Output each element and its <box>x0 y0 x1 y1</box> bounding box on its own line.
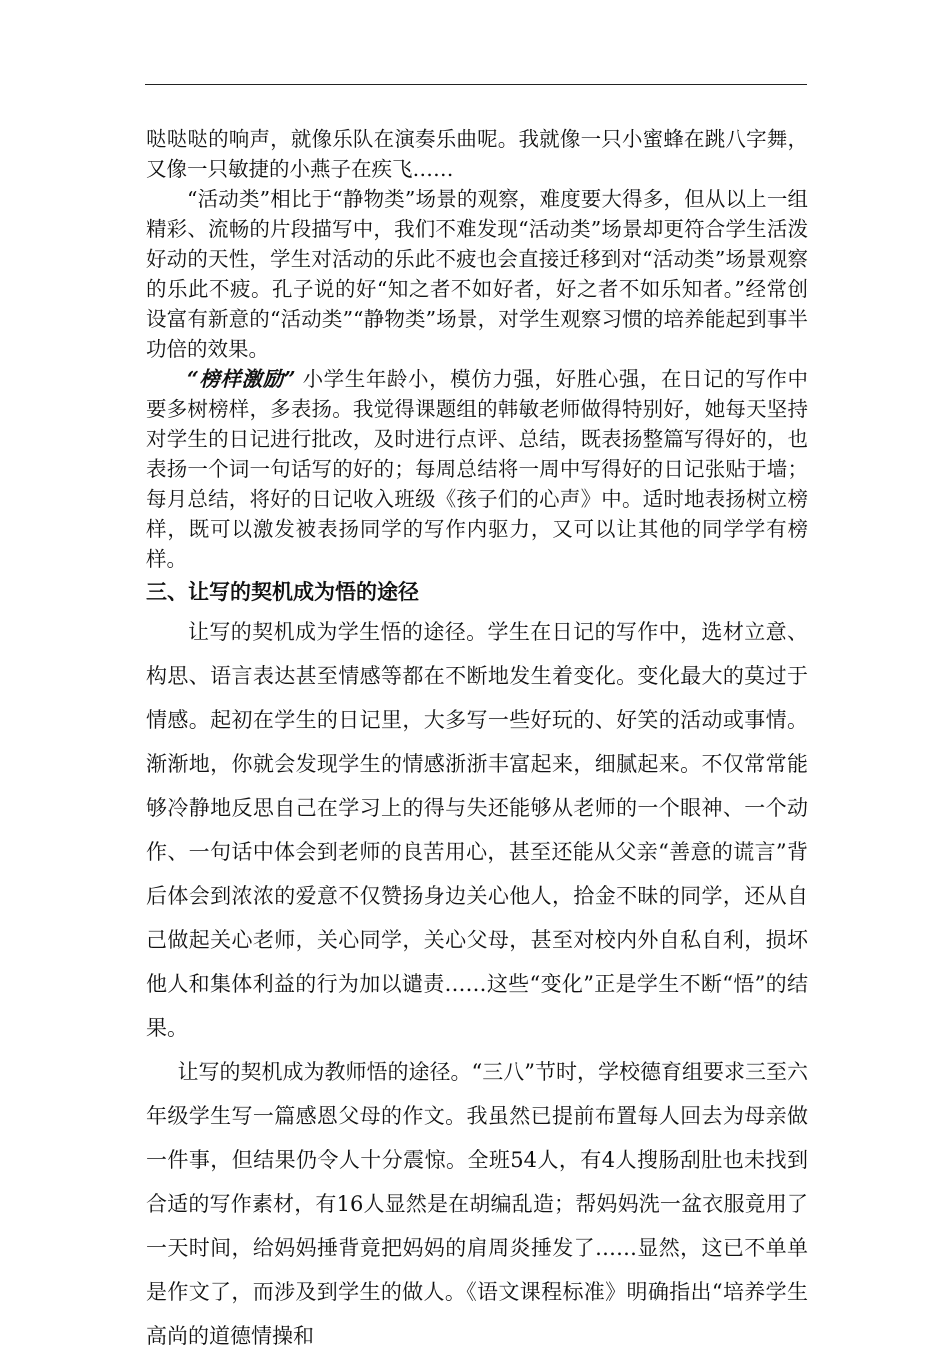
role-model-text: 小学生年龄小，模仿力强，好胜心强，在日记的写作中要多树榜样，多表扬。我觉得课题组的韩敏老师做得特别好，她每天坚持对学生的日记进行批改，及时进行点评、总结，既表扬整篇写得好的，也表扬一个词一句话写的好的；每周总结将一周中写得好的日记张贴于墙；每月总结，将好的日记收入班级《孩子们的心声》中。适时地表扬树立榜样，既可以激发被表扬同学的写作内驱力，又可以让其他的同学学有榜样。 <box>146 367 808 571</box>
header-rule <box>145 84 807 85</box>
dense-section <box>146 124 808 574</box>
role-model-lead: “榜样激励” <box>187 367 296 391</box>
paragraph-role-model <box>146 364 808 574</box>
paragraph-teacher-insight: 让写的契机成为教师悟的途径。“三八”节时，学校德育组要求三至六年级学生写一篇感恩父母的作文。我虽然已提前布置每人回去为母亲做一件事，但结果仍令人十分震惊。全班54人，有4人搜肠刮肚也未找到合适的写作素材，有16人显然是在胡编乱造；帮妈妈洗一盆衣服竟用了一天时间，给妈妈捶背竟把妈妈的肩周炎捶发了……显然，这已不单单是作文了，而涉及到学生的做人。《语文课程标准》明确指出“培养学生高尚的道德情操和 <box>146 1060 808 1348</box>
document-body <box>146 124 808 1358</box>
paragraph-continued: 哒哒哒的响声，就像乐队在演奏乐曲呢。我就像一只小蜜蜂在跳八字舞，又像一只敏捷的小燕子在疾飞…… <box>146 127 808 181</box>
paragraph-activity-scene: “活动类”相比于“静物类”场景的观察，难度要大得多，但从以上一组精彩、流畅的片段描写中，我们不难发现“活动类”场景却更符合学生活泼好动的天性，学生对活动的乐此不疲也会直接迁移到对“活动类”场景观察的乐此不疲。孔子说的好“知之者不如好者，好之者不如乐知者。”经常创设富有新意的“活动类”“静物类”场景，对学生观察习惯的培养能起到事半功倍的效果。 <box>146 187 808 361</box>
paragraph-student-insight: 让写的契机成为学生悟的途径。学生在日记的写作中，选材立意、构思、语言表达甚至情感等都在不断地发生着变化。变化最大的莫过于情感。起初在学生的日记里，大多写一些好玩的、好笑的活动或事情。渐渐地，你就会发现学生的情感浙浙丰富起来，细腻起来。不仅常常能够冷静地反思自己在学习上的得与失还能够从老师的一个眼神、一个动作、一句话中体会到老师的良苦用心，甚至还能从父亲“善意的谎言”背后体会到浓浓的爱意不仅赞扬身边关心他人，拾金不昧的同学，还从自己做起关心老师，关心同学，关心父母，甚至对校内外自私自利，损坏他人和集体利益的行为加以谴责……这些“变化”正是学生不断“悟”的结果。 <box>146 620 808 1040</box>
section-heading: 三、让写的契机成为悟的途径 <box>146 579 419 604</box>
loose-section <box>146 610 808 1358</box>
